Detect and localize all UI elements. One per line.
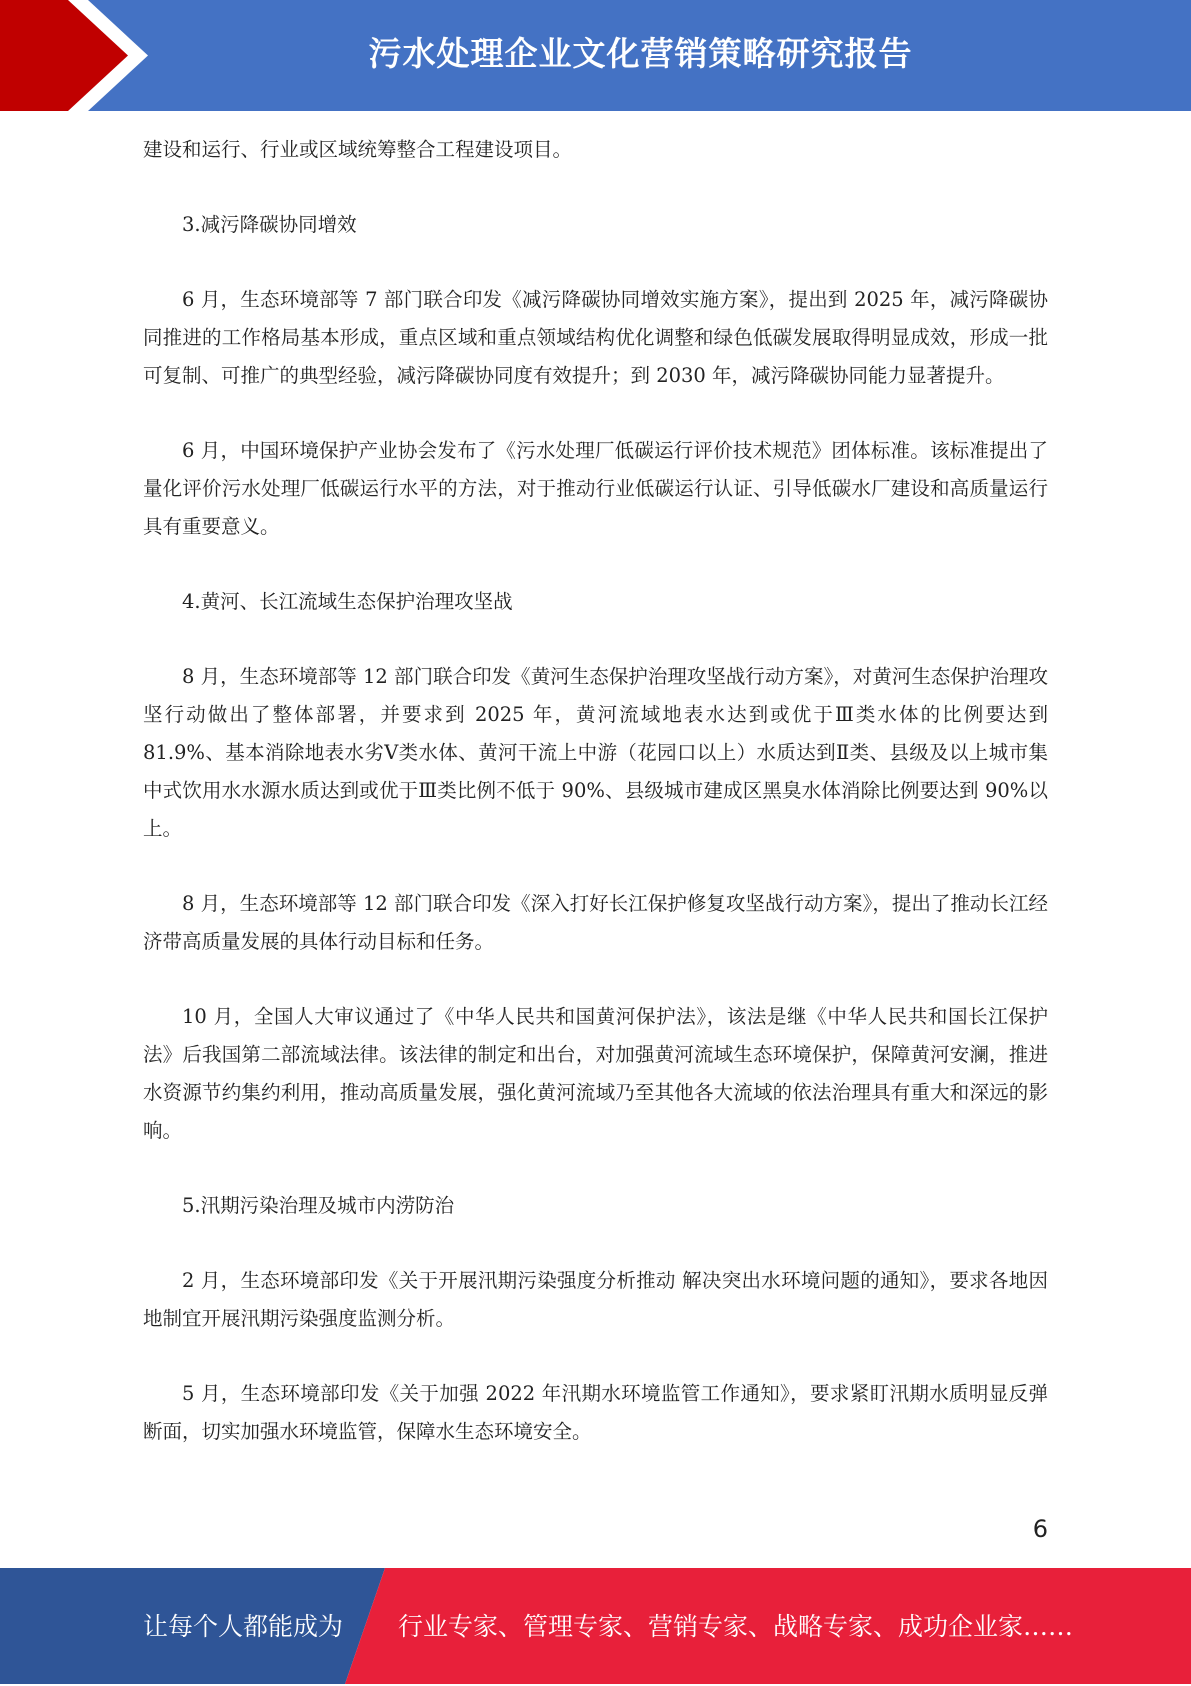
header-chevron-decoration <box>0 0 160 111</box>
page-title: 污水处理企业文化营销策略研究报告 <box>368 34 913 73</box>
paragraph: 6 月，生态环境部等 7 部门联合印发《减污降碳协同增效实施方案》，提出到 2025 年，减污降碳协同推进的工作格局基本形成，重点区域和重点领域结构优化调整和绿色低碳发展取得明显成效，形成一批可复制、可推广的典型经验，减污降碳协同度有效提升；到 2030 年，减污降碳协同能力显著提升。 <box>143 288 1048 387</box>
paragraph: 6 月，中国环境保护产业协会发布了《污水处理厂低碳运行评价技术规范》团体标准。该标准提出了量化评价污水处理厂低碳运行水平的方法，对于推动行业低碳运行认证、引导低碳水厂建设和高质量运行具有重要意义。 <box>143 439 1048 538</box>
page-footer <box>0 1568 1191 1684</box>
footer-slogan-left: 让每个人都能成为 <box>143 1612 344 1641</box>
paragraph: 10 月，全国人大审议通过了《中华人民共和国黄河保护法》，该法是继《中华人民共和国长江保护法》后我国第二部流域法律。该法律的制定和出台，对加强黄河流域生态环境保护，保障黄河安澜，推进水资源节约集约利用，推动高质量发展，强化黄河流域乃至其他各大流域的依法治理具有重大和深远的影响。 <box>143 1005 1048 1142</box>
paragraph: 8 月，生态环境部等 12 部门联合印发《深入打好长江保护修复攻坚战行动方案》，提出了推动长江经济带高质量发展的具体行动目标和任务。 <box>143 892 1048 953</box>
paragraph: 2 月，生态环境部印发《关于开展汛期污染强度分析推动 解决突出水环境问题的通知》，要求各地因地制宜开展汛期污染强度监测分析。 <box>143 1269 1048 1330</box>
document-body <box>143 131 1048 1488</box>
section-heading-3: 3.减污降碳协同增效 <box>182 213 357 236</box>
page-header <box>0 0 1191 111</box>
section-heading-5: 5.汛期污染治理及城市内涝防治 <box>182 1194 455 1217</box>
section-heading-4: 4.黄河、长江流域生态保护治理攻坚战 <box>182 590 513 613</box>
paragraph-continuation: 建设和运行、行业或区域统筹整合工程建设项目。 <box>143 138 573 161</box>
paragraph: 5 月，生态环境部印发《关于加强 2022 年汛期水环境监管工作通知》，要求紧盯汛期水质明显反弹断面，切实加强水环境监管，保障水生态环境安全。 <box>143 1382 1048 1443</box>
paragraph: 8 月，生态环境部等 12 部门联合印发《黄河生态保护治理攻坚战行动方案》，对黄河生态保护治理攻坚行动做出了整体部署，并要求到 2025 年，黄河流域地表水达到或优于Ⅲ类水体的比例要达到 81.9%、基本消除地表水劣Ⅴ类水体、黄河干流上中游（花园口以上）水质达到Ⅱ类、县级及以上城市集中式饮用水水源水质达到或优于Ⅲ类比例不低于 90%、县级城市建成区黑臭水体消除比例要达到 90%以上。 <box>143 665 1048 840</box>
page-number: 6 <box>1032 1515 1048 1543</box>
footer-slogan-right: 行业专家、管理专家、营销专家、战略专家、成功企业家…… <box>398 1612 1074 1641</box>
chevron-red <box>0 0 128 111</box>
